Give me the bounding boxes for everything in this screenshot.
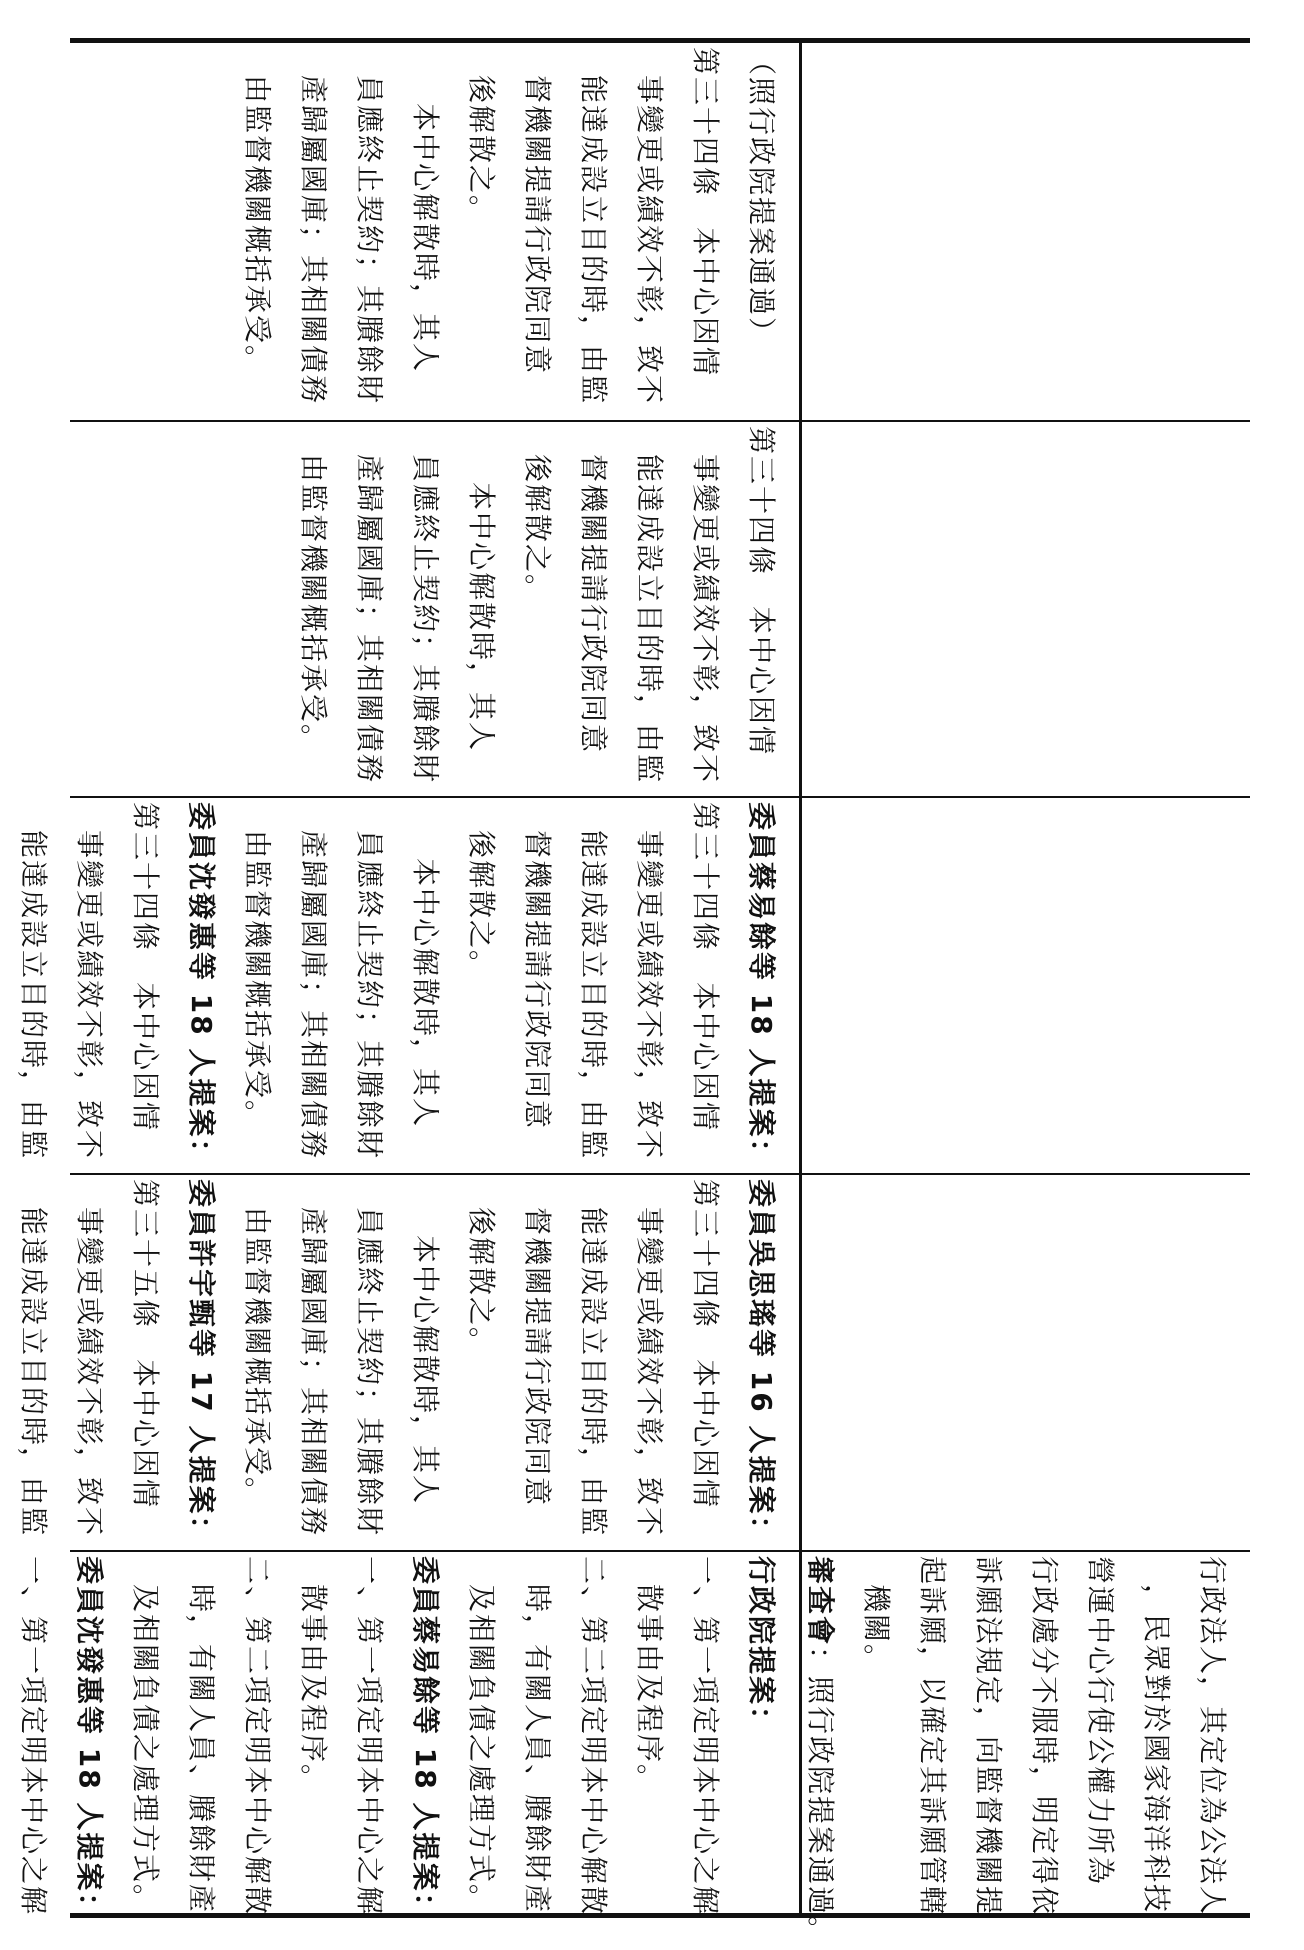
text-line: 行政處分不服時，明定得依: [1028, 1556, 1061, 1917]
text-line: 第三十四條 本中心因情: [689, 47, 722, 378]
text-line: 督機關提請行政院同意: [521, 75, 554, 376]
text-line: 起訴願，以確定其訴願管轄: [916, 1556, 949, 1917]
text-line: 第三十四條 本中心因情: [129, 802, 162, 1133]
top-cell-col-2: [802, 420, 1250, 796]
bottom-cell-col-3: [17, 796, 799, 1173]
text-line: （照行政院提案通過）: [745, 47, 778, 348]
text-line: 第三十四條 本中心因情: [689, 802, 722, 1133]
text-line: 第三十四條 本中心因情: [745, 426, 778, 757]
text-line: 員應終止契約；其賸餘財: [353, 75, 386, 406]
text-line: 散事由及程序。: [297, 1584, 330, 1795]
text-line: 本中心解散時，其人: [465, 482, 498, 753]
text-line: 行政院提案：: [745, 1556, 778, 1737]
text-line: 委員沈發惠等 18 人提案：: [73, 1556, 106, 1923]
text-line: 第三十五條 本中心因情: [129, 1179, 162, 1510]
rotated-comparison-table: [17, 38, 1250, 1947]
text-line: 委員蔡易餘等 18 人提案：: [409, 1556, 442, 1923]
text-line: 本中心解散時，其人: [409, 1235, 442, 1506]
text-line: 一、第一項定明本中心之解: [17, 1556, 50, 1917]
text-line: 行政法人，其定位為公法人: [1196, 1556, 1229, 1917]
text-line: 後解散之。: [521, 454, 554, 605]
text-line: 營運中心行使公權力所為: [1084, 1556, 1117, 1887]
text-line: 第三十四條 本中心因情: [689, 1179, 722, 1510]
text-line: 由監督機關概括承受。: [297, 454, 330, 755]
text-line: 事變更或績效不彰，致不: [633, 1207, 666, 1538]
text-line: 產歸屬國庫；其相關債務: [297, 1207, 330, 1538]
text-line: 本中心解散時，其人: [409, 103, 442, 374]
top-cell-col-5: [802, 1550, 1250, 1947]
text-line: 後解散之。: [465, 830, 498, 981]
text-line: 散事由及程序。: [633, 1584, 666, 1795]
text-line: 由監督機關概括承受。: [241, 830, 274, 1131]
bottom-cell-col-1: [70, 43, 799, 420]
top-cell-col-1: [802, 43, 1250, 420]
text-line: 能達成設立目的時，由監: [633, 454, 666, 785]
text-line: 產歸屬國庫；其相關債務: [297, 830, 330, 1161]
text-line: 機關。: [860, 1584, 893, 1675]
text-line: 事變更或績效不彰，致不: [689, 454, 722, 785]
text-line: 員應終止契約；其賸餘財: [353, 830, 386, 1161]
text-line: 委員吳思瑤等 16 人提案：: [745, 1179, 778, 1546]
text-line: 員應終止契約；其賸餘財: [353, 1207, 386, 1538]
text-line: 督機關提請行政院同意: [577, 454, 610, 755]
table-bottom-band: [17, 43, 799, 1923]
text-line: 產歸屬國庫；其相關債務: [297, 75, 330, 406]
text-line: 一、第一項定明本中心之解: [353, 1556, 386, 1917]
text-line: [792, 1556, 848, 1947]
text-line: 時，有關人員、賸餘財產: [185, 1584, 218, 1915]
text-run: ：照行政院提案通過。: [804, 1646, 837, 1947]
bottom-cell-col-5: [17, 1550, 799, 1923]
text-line: 督機關提請行政院同意: [521, 1207, 554, 1508]
text-line: 後解散之。: [465, 1207, 498, 1358]
text-line: 能達成設立目的時，由監: [577, 830, 610, 1161]
top-cell-col-3: [802, 796, 1250, 1173]
text-line: 二、第二項定明本中心解散: [241, 1556, 274, 1917]
text-line: 及相關負債之處理方式。: [465, 1584, 498, 1915]
text-line: 事變更或績效不彰，致不: [73, 1207, 106, 1538]
table-top-band: [799, 43, 1250, 1947]
bottom-cell-col-2: [70, 420, 799, 796]
text-line: 員應終止契約；其賸餘財: [409, 454, 442, 785]
text-line: 後解散之。: [465, 75, 498, 226]
text-line: 本中心解散時，其人: [409, 858, 442, 1129]
text-line: 委員許宇甄等 17 人提案：: [185, 1179, 218, 1546]
text-line: 能達成設立目的時，由監: [17, 830, 50, 1161]
text-line: 委員沈發惠等 18 人提案：: [185, 802, 218, 1169]
text-line: 由監督機關概括承受。: [241, 1207, 274, 1508]
text-line: 二、第二項定明本中心解散: [577, 1556, 610, 1917]
text-line: 能達成設立目的時，由監: [577, 75, 610, 406]
top-cell-col-4: [802, 1173, 1250, 1550]
text-line: ，民眾對於國家海洋科技: [1140, 1584, 1173, 1915]
text-line: 及相關負債之處理方式。: [129, 1584, 162, 1915]
text-line: 事變更或績效不彰，致不: [633, 75, 666, 406]
text-line: 一、第一項定明本中心之解: [689, 1556, 722, 1917]
text-line: 時，有關人員、賸餘財產: [521, 1584, 554, 1915]
text-line: 由監督機關概括承受。: [241, 75, 274, 376]
text-line: 督機關提請行政院同意: [521, 830, 554, 1131]
bold-label: 審查會: [804, 1556, 837, 1647]
text-line: 產歸屬國庫；其相關債務: [353, 454, 386, 785]
text-line: 訴願法規定，向監督機關提: [972, 1556, 1005, 1917]
text-line: 事變更或績效不彰，致不: [633, 830, 666, 1161]
text-line: 事變更或績效不彰，致不: [73, 830, 106, 1161]
text-line: 能達成設立目的時，由監: [577, 1207, 610, 1538]
bottom-cell-col-4: [17, 1173, 799, 1550]
text-line: 委員蔡易餘等 18 人提案：: [745, 802, 778, 1169]
text-line: 能達成設立目的時，由監: [17, 1207, 50, 1538]
